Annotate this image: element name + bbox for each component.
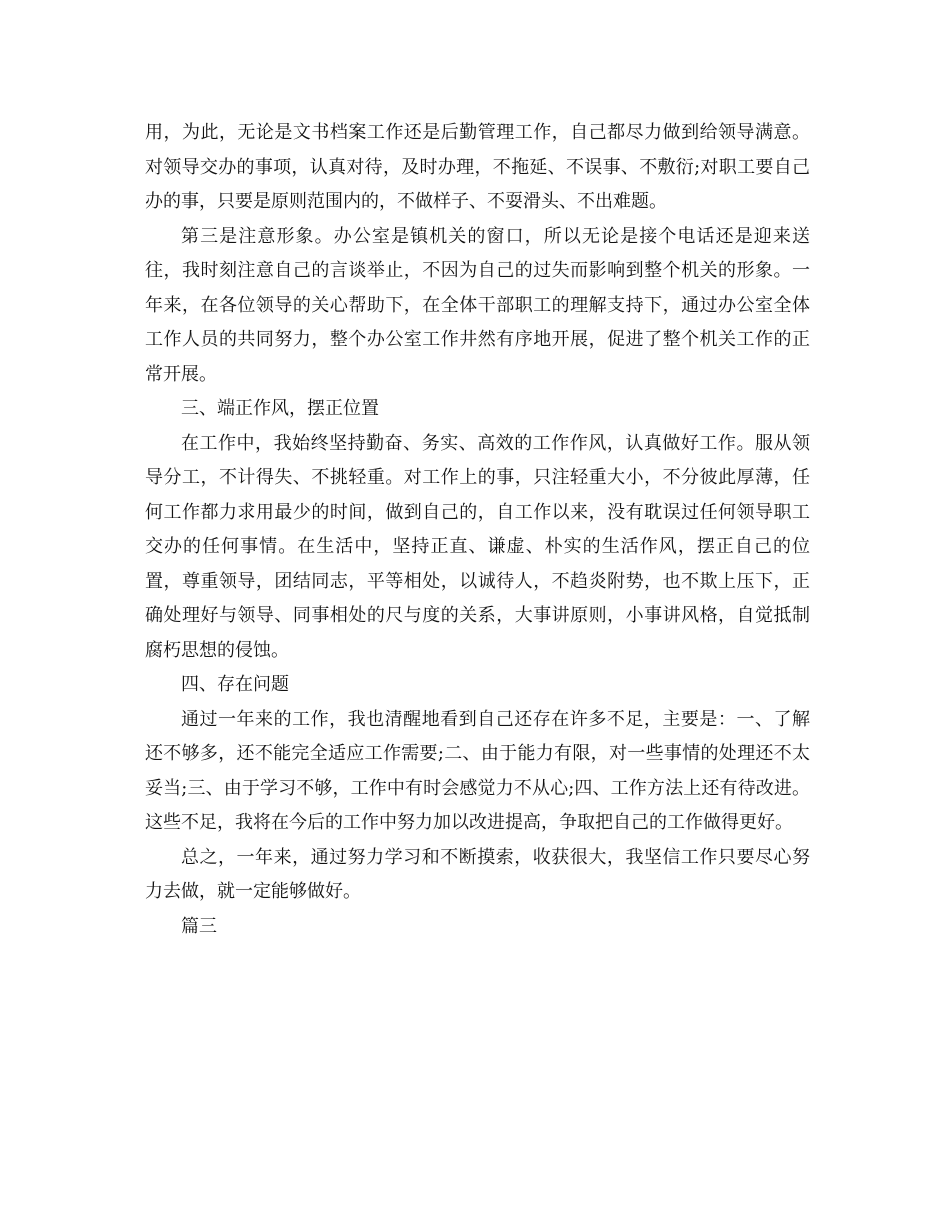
document-body bbox=[145, 116, 810, 944]
paragraph-conclusion: 总之，一年来，通过努力学习和不断摸索，收获很大，我坚信工作只要尽心努力去做，就一定能够做好。 bbox=[145, 846, 810, 902]
paragraph-continuation: 用，为此，无论是文书档案工作还是后勤管理工作，自己都尽力做到给领导满意。对领导交办的事项，认真对待，及时办理，不拖延、不误事、不敷衍;对职工要自己办的事，只要是原则范围内的，不做样子、不耍滑头、不出难题。 bbox=[145, 122, 810, 212]
paragraph-problems: 通过一年来的工作，我也清醒地看到自己还存在许多不足，主要是：一、了解还不够多，还不能完全适应工作需要;二、由于能力有限，对一些事情的处理还不太妥当;三、由于学习不够，工作中有时会感觉力不从心;四、工作方法上还有待改进。这些不足，我将在今后的工作中努力加以改进提高，争取把自己的工作做得更好。 bbox=[145, 708, 810, 833]
section-heading-work-style: 三、端正作风，摆正位置 bbox=[181, 398, 379, 419]
paragraph-image-attention: 第三是注意形象。办公室是镇机关的窗口，所以无论是接个电话还是迎来送往，我时刻注意自己的言谈举止，不因为自己的过失而影响到整个机关的形象。一年来，在各位领导的关心帮助下，在全体干部职工的理解支持下，通过办公室全体工作人员的共同努力，整个办公室工作井然有序地开展，促进了整个机关工作的正常开展。 bbox=[145, 225, 810, 385]
section-heading-problems: 四、存在问题 bbox=[181, 674, 289, 695]
paragraph-work-style: 在工作中，我始终坚持勤奋、务实、高效的工作作风，认真做好工作。服从领导分工，不计得失、不挑轻重。对工作上的事，只注轻重大小，不分彼此厚薄，任何工作都力求用最少的时间，做到自己的，自工作以来，没有耽误过任何领导职工交办的任何事情。在生活中，坚持正直、谦虚、朴实的生活作风，摆正自己的位置，尊重领导，团结同志，平等相处，以诚待人，不趋炎附势，也不欺上压下，正确处理好与领导、同事相处的尺与度的关系，大事讲原则，小事讲风格，自觉抵制腐朽思想的侵蚀。 bbox=[145, 432, 810, 661]
part-heading-three: 篇三 bbox=[181, 915, 217, 937]
